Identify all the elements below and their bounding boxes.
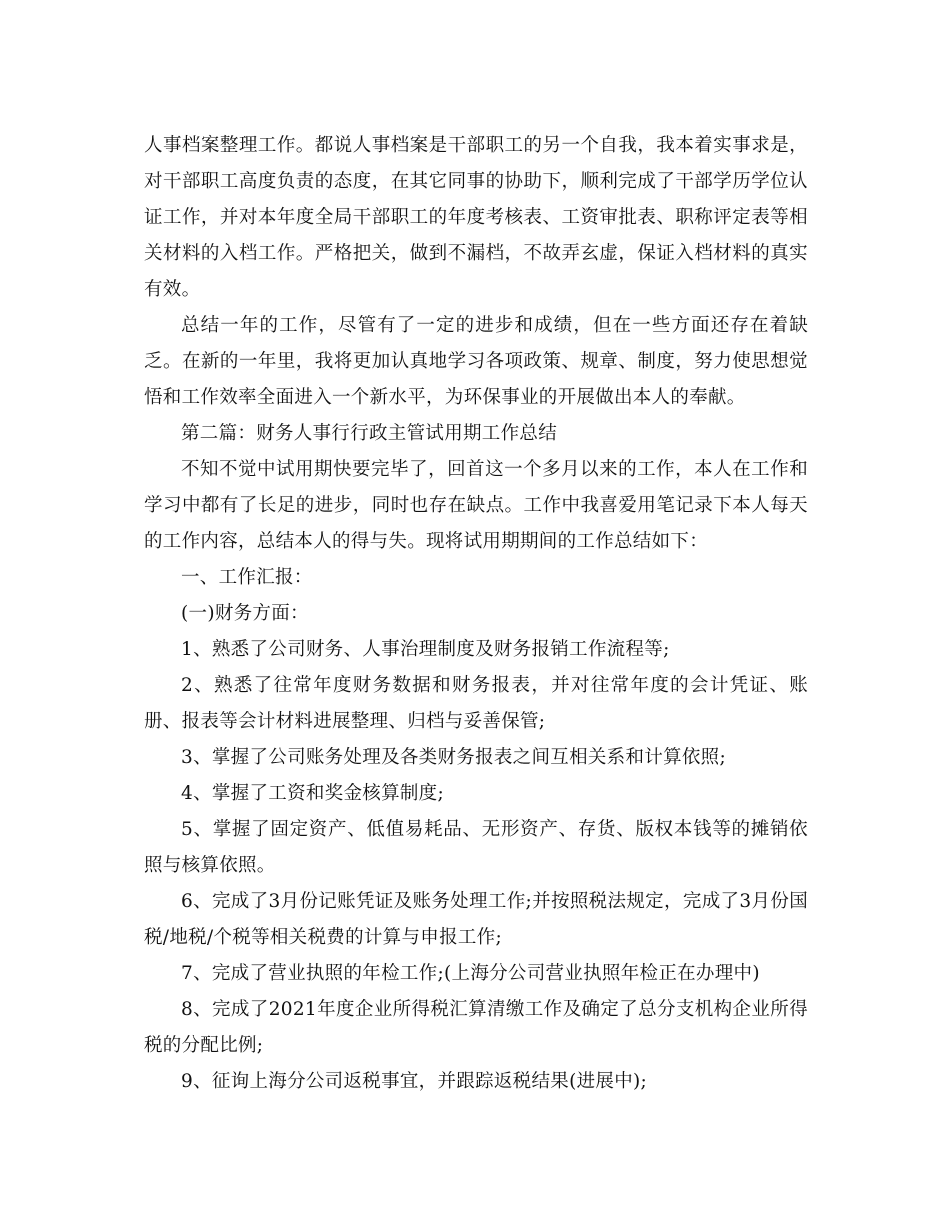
paragraph: 不知不觉中试用期快要完毕了，回首这一个多月以来的工作，本人在工作和学习中都有了长足的进步，同时也存在缺点。工作中我喜爱用笔记录下本人每天的工作内容，总结本人的得与失。现将试用期期间的工作总结如下： [144,459,808,552]
list-heading: 一、工作汇报： [181,567,313,588]
list-item: 8、完成了2021年度企业所得税汇算清缴工作及确定了总分支机构企业所得税的分配比例; [144,999,808,1056]
list-item: 5、掌握了固定资产、低值易耗品、无形资产、存货、版权本钱等的摊销依照与核算依照。 [144,819,808,876]
list-item: 3、掌握了公司账务处理及各类财务报表之间互相关系和计算依照; [181,747,727,768]
list-item: 1、熟悉了公司财务、人事治理制度及财务报销工作流程等; [181,639,670,660]
paragraph: 总结一年的工作，尽管有了一定的进步和成绩，但在一些方面还存在着缺乏。在新的一年里，我将更加认真地学习各项政策、规章、制度，努力使思想觉悟和工作效率全面进入一个新水平，为环保事业的开展做出本人的奉献。 [144,315,808,408]
list-item: 4、掌握了工资和奖金核算制度; [181,783,445,804]
paragraph: 人事档案整理工作。都说人事档案是干部职工的另一个自我，我本着实事求是，对干部职工高度负责的态度，在其它同事的协助下，顺利完成了干部学历学位认证工作，并对本年度全局干部职工的年度考核表、工资审批表、职称评定表等相关材料的入档工作。严格把关，做到不漏档，不故弄玄虚，保证入档材料的真实有效。 [144,135,808,300]
list-item: 7、完成了营业执照的年检工作;(上海分公司营业执照年检正在办理中) [181,963,760,984]
list-item: 2、熟悉了往常年度财务数据和财务报表，并对往常年度的会计凭证、账册、报表等会计材料进展整理、归档与妥善保管; [144,675,808,732]
document-body [144,128,808,1100]
list-item: 9、征询上海分公司返税事宜，并跟踪返税结果(进展中); [181,1071,648,1092]
list-subheading: (一)财务方面： [181,603,309,624]
section-heading: 第二篇：财务人事行行政主管试用期工作总结 [181,423,558,444]
list-item: 6、完成了3月份记账凭证及账务处理工作;并按照税法规定，完成了3月份国税/地税/个税等相关税费的计算与申报工作; [144,891,808,948]
